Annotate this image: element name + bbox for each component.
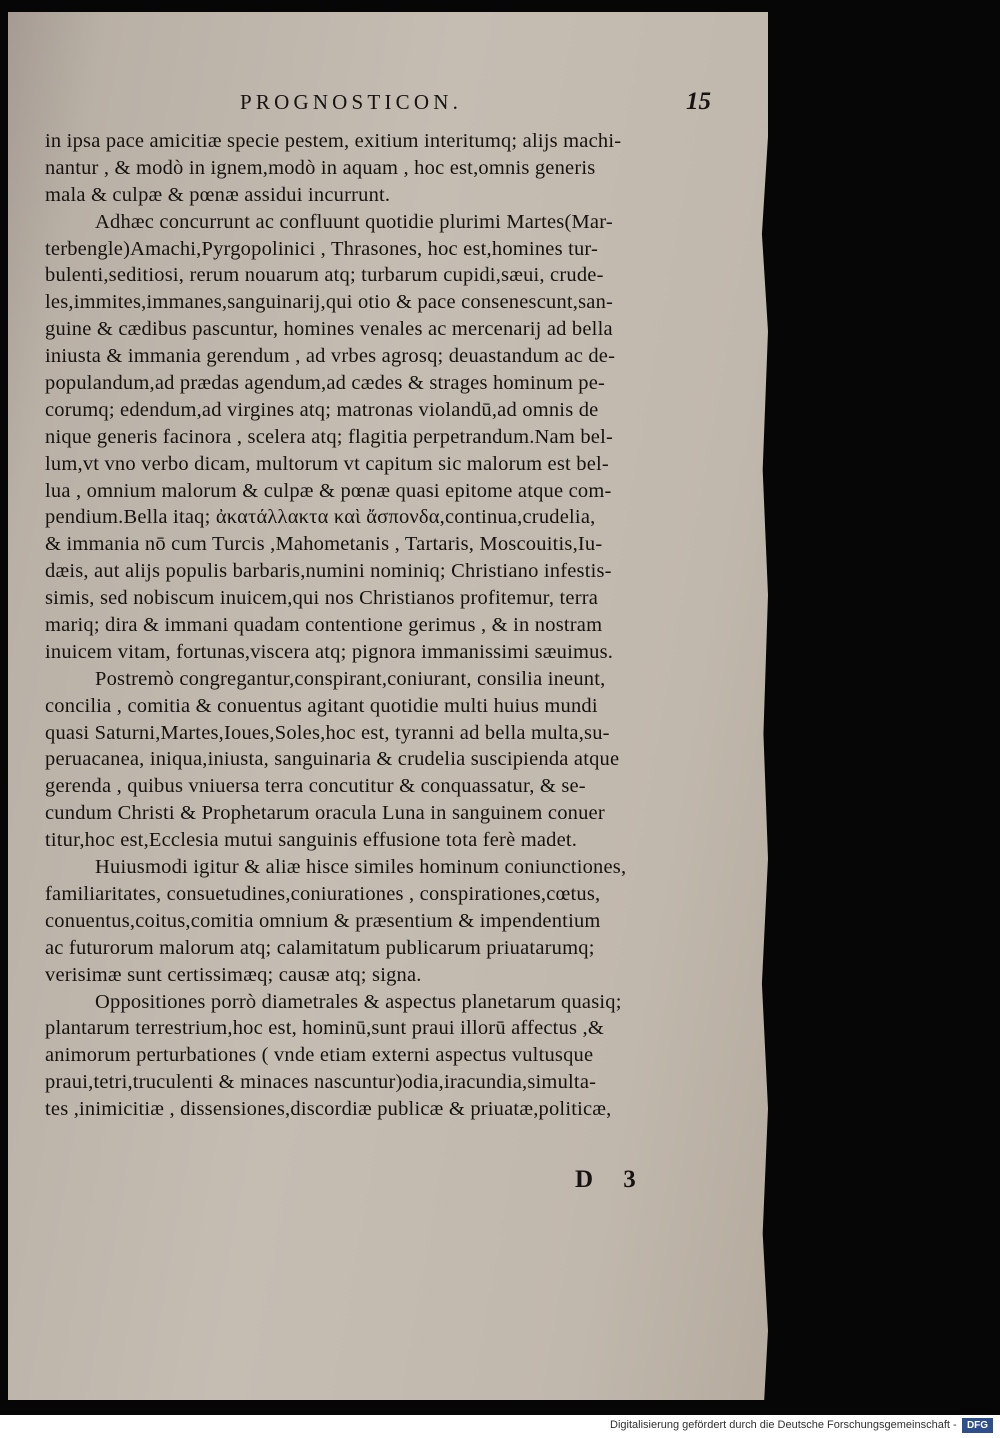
text-line: quasi Saturni,Martes,Ioues,Soles,hoc est, tyranni ad bella multa,su- [45,721,610,744]
text-line: Oppositiones porrò diametrales & aspectus planetarum quasiq; [95,990,622,1013]
text-line: bulenti,seditiosi, rerum nouarum atq; turbarum cupidi,sæui, crude- [45,264,604,287]
running-title: PROGNOSTICON. [240,90,463,114]
text-line: tes ,inimicitiæ , dissensiones,discordiæ publicæ & priuatæ,politicæ, [45,1098,612,1121]
signature-mark: D 3 [575,1166,648,1193]
body-text [45,86,757,1123]
text-line: nantur , & modò in ignem,modò in aquam , hoc est,omnis generis [45,156,596,179]
text-line: verisimæ sunt certissimæq; causæ atq; signa. [45,963,422,986]
dfg-logo: DFG [962,1418,993,1433]
text-line: titur,hoc est,Ecclesia mutui sanguinis effusione tota ferè madet. [45,829,578,852]
text-line: dæis, aut alijs populis barbaris,numini nominiq; Christiano infestis- [45,560,612,583]
text-line: populandum,ad prædas agendum,ad cædes & strages hominum pe- [45,372,606,395]
text-line: conuentus,coitus,comitia omnium & præsentium & impendentium [45,909,601,932]
text-line: mariq; dira & immani quadam contentione gerimus , & in nostram [45,614,603,637]
text-line: in ipsa pace amicitiæ specie pestem, exitium interitumq; alijs machi- [45,130,622,152]
text-line: mala & culpæ & pœnæ assidui incurrunt. [45,183,391,206]
text-line: terbengle)Amachi,Pyrgopolinici , Thrasones, hoc est,homines tur- [45,237,599,260]
text-line: & immania nō cum Turcis ,Mahometanis , Tartaris, Moscouitis,Iu- [45,533,603,556]
text-line: pendium.Bella itaq; ἀκατάλλακτα καὶ ἄσπονδα,continua,crudelia, [45,506,596,529]
footer-bar [0,1415,1000,1438]
text-line: Huiusmodi igitur & aliæ hisce similes hominum coniunctiones, [95,856,627,879]
text-line: simis, sed nobiscum inuicem,qui nos Christianos profitemur, terra [45,587,599,610]
text-line: guine & cædibus pascuntur, homines venales ac mercenarij ad bella [45,318,613,341]
text-line: corumq; edendum,ad virgines atq; matronas violandū,ad omnis de [45,398,599,421]
text-line: inuicem vitam, fortunas,viscera atq; pignora immanissimi sæuimus. [45,640,614,663]
text-line: les,immites,immanes,sanguinarij,qui otio & pace consenescunt,san- [45,291,614,314]
text-line: praui,tetri,truculenti & minaces nascuntur)odia,iracundia,simulta- [45,1071,597,1094]
page-number: 15 [686,88,711,115]
text-line: cundum Christi & Prophetarum oracula Luna in sanguinem conuer [45,802,605,825]
text-line: concilia , comitia & conuentus agitant quotidie multi huius mundi [45,694,598,717]
text-line: gerenda , quibus vniuersa terra concutitur & conquassatur, & se- [45,775,586,798]
text-line: ac futurorum malorum atq; calamitatum publicarum priuatarumq; [45,936,595,959]
text-line: iniusta & immania gerendum , ad vrbes agrosq; deuastandum ac de- [45,345,616,368]
text-line: familiaritates, consuetudines,coniurationes , conspirationes,cœtus, [45,882,601,905]
text-line: peruacanea, iniqua,iniusta, sanguinaria & crudelia suscipienda atque [45,748,620,771]
text-line: Postremò congregantur,conspirant,coniurant, consilia ineunt, [95,667,606,690]
text-line: Adhæc concurrunt ac confluunt quotidie plurimi Martes(Mar- [95,210,613,233]
text-line: nique generis facinora , scelera atq; flagitia perpetrandum.Nam bel- [45,425,613,448]
text-line: lua , omnium malorum & culpæ & pœnæ quasi epitome atque com- [45,479,612,502]
funding-credit: Digitalisierung gefördert durch die Deutsche Forschungsgemeinschaft - [610,1419,957,1431]
text-line: animorum perturbationes ( vnde etiam externi aspectus vultusque [45,1044,594,1067]
text-line: plantarum terrestrium,hoc est, hominū,sunt praui illorū affectus ,& [45,1017,604,1040]
text-line: lum,vt vno verbo dicam, multorum vt capitum sic malorum est bel- [45,452,609,475]
